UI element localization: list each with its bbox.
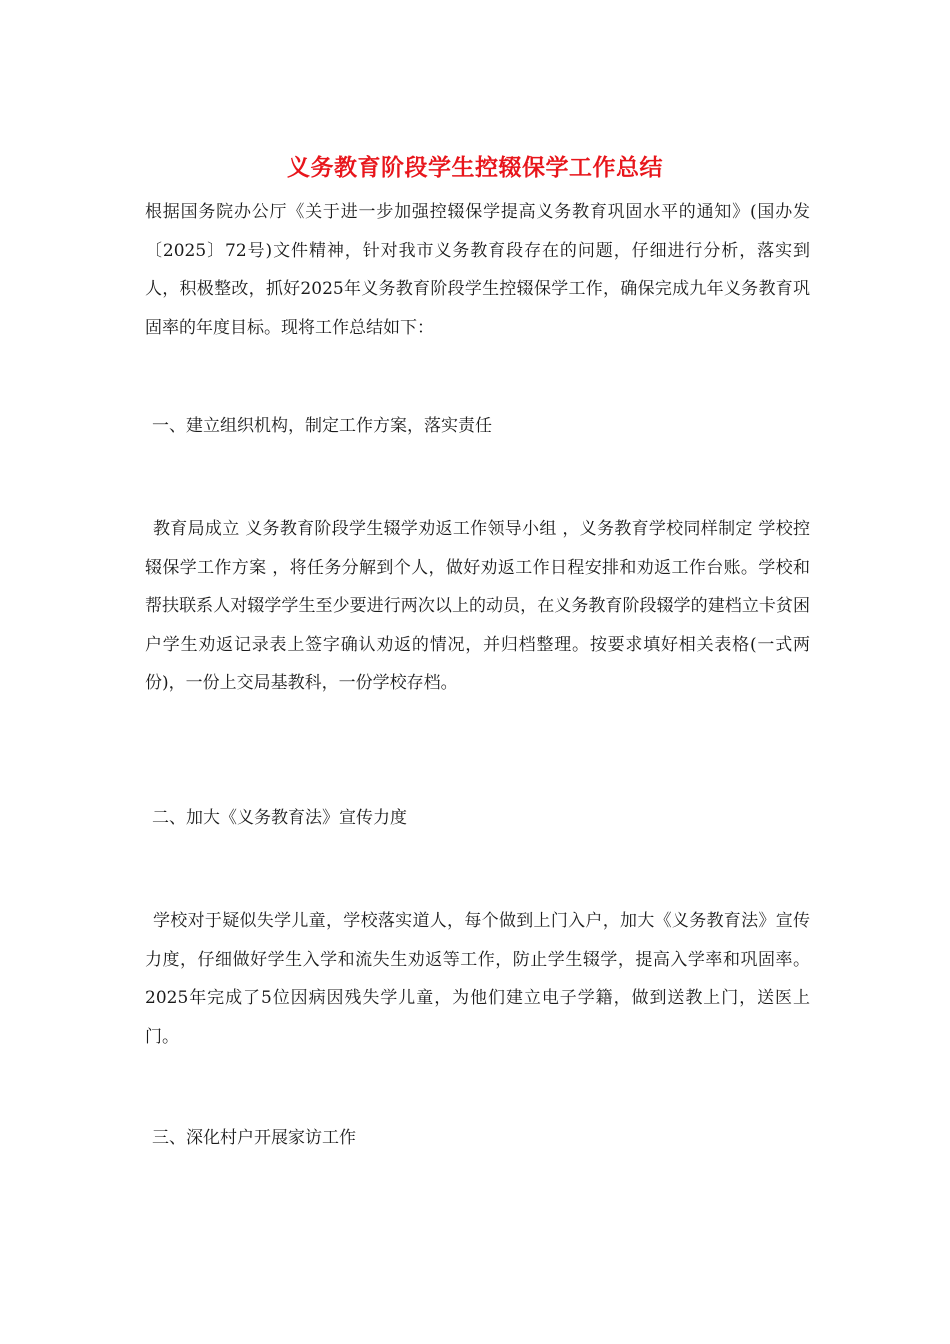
document-title: 义务教育阶段学生控辍保学工作总结 bbox=[287, 154, 663, 181]
section-heading-2: 二、加大《义务教育法》宣传力度 bbox=[152, 808, 407, 828]
section-heading-1: 一、建立组织机构，制定工作方案，落实责任 bbox=[152, 416, 492, 436]
section-body-2: 学校对于疑似失学儿童，学校落实道人，每个做到上门入户，加大《义务教育法》宣传力度，仔细做好学生入学和流失生劝返等工作，防止学生辍学，提高入学率和巩固率。2025年完成了5位因病因残失学儿童，为他们建立电子学籍，做到送教上门，送医上门。 bbox=[145, 911, 810, 1047]
section-heading-3: 三、深化村户开展家访工作 bbox=[152, 1128, 356, 1148]
intro-paragraph: 根据国务院办公厅《关于进一步加强控辍保学提高义务教育巩固水平的通知》(国办发〔2025〕72号)文件精神，针对我市义务教育段存在的问题，仔细进行分析，落实到人，积极整改，抓好2025年义务教育阶段学生控辍保学工作，确保完成九年义务教育巩固率的年度目标。现将工作总结如下： bbox=[145, 202, 810, 338]
section-body-1: 教育局成立 义务教育阶段学生辍学劝返工作领导小组 ，义务教育学校同样制定 学校控辍保学工作方案 ，将任务分解到个人，做好劝返工作日程安排和劝返工作台账。学校和帮扶联系人对辍学学生至少要进行两次以上的动员，在义务教育阶段辍学的建档立卡贫困户学生劝返记录表上签字确认劝返的情况，并归档整理。按要求填好相关表格(一式两份)，一份上交局基教科，一份学校存档。 bbox=[145, 519, 810, 693]
